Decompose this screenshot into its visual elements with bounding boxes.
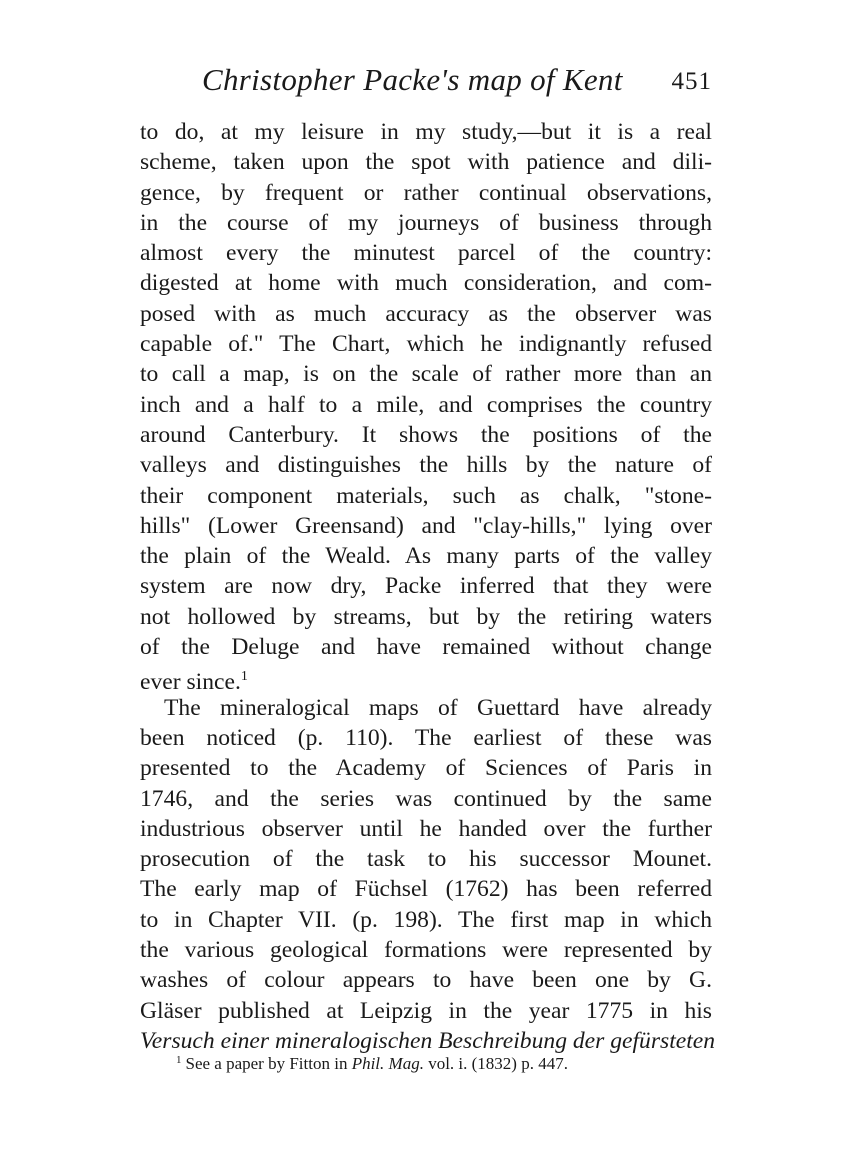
text-line: to in Chapter VII. (p. 198). The first map in which [140, 906, 712, 933]
footnote-text-after: vol. i. (1832) p. 447. [423, 1054, 568, 1073]
text-line: scheme, taken upon the spot with patience and dili- [140, 149, 712, 176]
text-line: to call a map, is on the scale of rather more than an [140, 361, 712, 388]
text-line-italic: Versuch einer mineralogischen Beschreibung der gefürsteten [140, 1027, 716, 1054]
text-line: prosecution of the task to his successor Mounet. [140, 846, 712, 873]
text-line: the plain of the Weald. As many parts of the valley [140, 543, 712, 570]
text-line: industrious observer until he handed over the further [140, 815, 712, 842]
text-line: Gläser published at Leipzig in the year 1775 in his [140, 997, 712, 1024]
text-line: The mineralogical maps of Guettard have already [164, 694, 712, 721]
text-line: their component materials, such as chalk, "stone- [140, 482, 712, 509]
footnote-text-before: See a paper by Fitton in [185, 1054, 352, 1073]
text-line: not hollowed by streams, but by the retiring waters [140, 603, 712, 630]
text-line: been noticed (p. 110). The earliest of these was [140, 724, 712, 751]
text-line: washes of colour appears to have been one by G. [140, 967, 712, 994]
footnote-reference[interactable]: 1 [240, 669, 248, 685]
text-line-last [140, 662, 712, 696]
text-line: capable of." The Chart, which he indignantly refused [140, 331, 712, 358]
footnote [176, 1054, 568, 1074]
footnote-journal: Phil. Mag. [351, 1054, 424, 1073]
text-line: 1746, and the series was continued by the same [140, 785, 712, 812]
text-line: the various geological formations were represented by [140, 937, 712, 964]
text-line: digested at home with much consideration, and com- [140, 270, 712, 297]
text-line: to do, at my leisure in my study,—but it is a real [140, 119, 712, 145]
text-line: hills" (Lower Greensand) and "clay-hills," lying over [140, 512, 712, 539]
text-line: around Canterbury. It shows the positions of the [140, 421, 712, 448]
body-text [140, 117, 716, 1056]
text-line: of the Deluge and have remained without change [140, 634, 712, 661]
text-line: valleys and distinguishes the hills by the nature of [140, 452, 712, 479]
running-head [140, 62, 712, 102]
running-title: Christopher Packe's map of Kent [202, 62, 623, 97]
text-line: The early map of Füchsel (1762) has been referred [140, 876, 712, 903]
text-line: inch and a half to a mile, and comprises the country [140, 391, 712, 418]
text-line: in the course of my journeys of business through [140, 209, 712, 236]
text-line: system are now dry, Packe inferred that they were [140, 573, 712, 600]
text-line: presented to the Academy of Sciences of Paris in [140, 755, 712, 782]
footnote-marker: 1 [176, 1054, 182, 1066]
text-line-content: ever since. [140, 669, 241, 696]
page-number: 451 [671, 68, 712, 95]
text-line: gence, by frequent or rather continual observations, [140, 179, 712, 206]
text-line: posed with as much accuracy as the observer was [140, 300, 712, 327]
text-line: almost every the minutest parcel of the country: [140, 240, 712, 267]
